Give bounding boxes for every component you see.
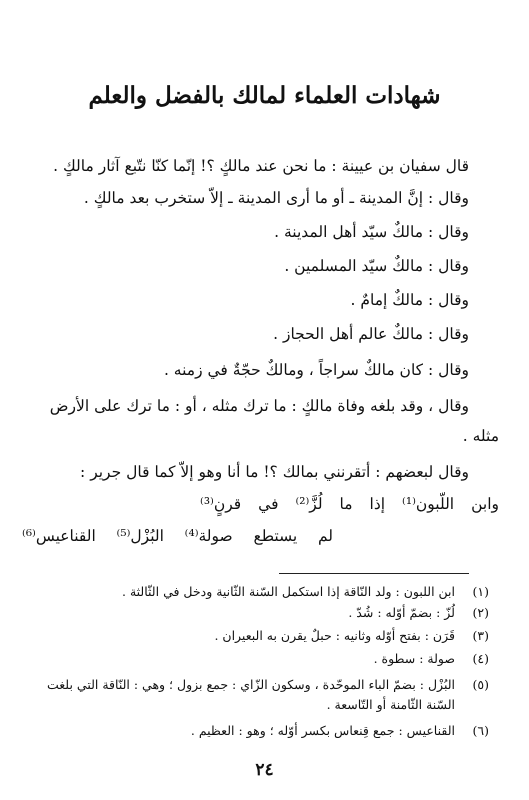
poem-hemistich-1: وابن اللّبون⁽¹⁾ إذا ما لُزَّ⁽²⁾ في قرنٍ⁽³⁾ [200, 495, 499, 513]
footnote-text: البُزْل : بضمّ الباء الموحّدة ، وسكون الزّاي : جمع بزول ؛ وهي : النّاقة التي بلغت [47, 677, 455, 692]
footnote-text: صولة : سطوة . [373, 651, 455, 666]
footnote-1 [26, 583, 489, 600]
footnote-number: (٥) [472, 677, 489, 692]
footnote-text: لُزّ : بضمّ أوّله : شُدّ . [348, 605, 455, 620]
body-line-7: وقال : كان مالكٌ سراجاً ، ومالكٌ حجّةٌ في زمنه . [163, 361, 469, 379]
footnote-text: ابن اللبون : ولد النّاقة إذا استكمل السّنة الثّانية ودخل في الثّالثة . [122, 584, 455, 599]
body-line-5: وقال : مالكٌ إمامٌ . [350, 291, 469, 309]
page-number: ٢٤ [255, 760, 274, 780]
body-line-1: قال سفيان بن عيينة : ما نحن عند مالكٍ ؟! إنّما كنّا نتّبع آثار مالكٍ . [53, 157, 469, 175]
footnote-number: (١) [472, 584, 489, 599]
footnote-number: (٢) [472, 605, 489, 620]
body-line-10: وقال لبعضهم : أتقرنني بمالك ؟! ما أنا وهو إلاّ كما قال جرير : [80, 463, 469, 481]
footnote-text: القناعيس : جمع قِنعاس بكسر أوّله ؛ وهو : العظيم . [190, 723, 455, 738]
footnote-5-continued: السّنة الثّامنة أو التّاسعة . [326, 697, 455, 712]
footnote-5 [26, 676, 489, 693]
footnote-2 [26, 604, 489, 621]
footnote-6 [26, 722, 489, 739]
footnote-number: (٦) [472, 723, 489, 738]
body-line-4: وقال : مالكٌ سيّد المسلمين . [284, 257, 469, 275]
body-line-9: مثله . [462, 427, 499, 445]
footnote-divider [279, 573, 469, 574]
footnote-4 [26, 650, 489, 667]
body-line-3: وقال : مالكٌ سيّد أهل المدينة . [274, 223, 469, 241]
poem-hemistich-2: لم يستطع صولة⁽⁴⁾ البُزْل⁽⁵⁾ القناعيس⁽⁶⁾ [22, 527, 334, 545]
footnote-text: قَرَن : بفتح أوّله وثانيه : حبلٌ يقرن به البعيران . [214, 628, 455, 643]
footnote-number: (٣) [472, 628, 489, 643]
body-line-6: وقال : مالكٌ عالم أهل الحجاز . [273, 325, 469, 343]
body-line-8: وقال ، وقد بلغه وفاة مالكٍ : ما ترك مثله ، أو : ما ترك على الأرض [49, 397, 469, 415]
footnote-number: (٤) [472, 651, 489, 666]
footnote-3 [26, 627, 489, 644]
body-line-2: وقال : إنَّ المدينة ـ أو ما أرى المدينة ـ إلاّ ستخرب بعد مالكٍ . [83, 189, 469, 207]
page-title: شهادات العلماء لمالك بالفضل والعلم [88, 82, 441, 109]
